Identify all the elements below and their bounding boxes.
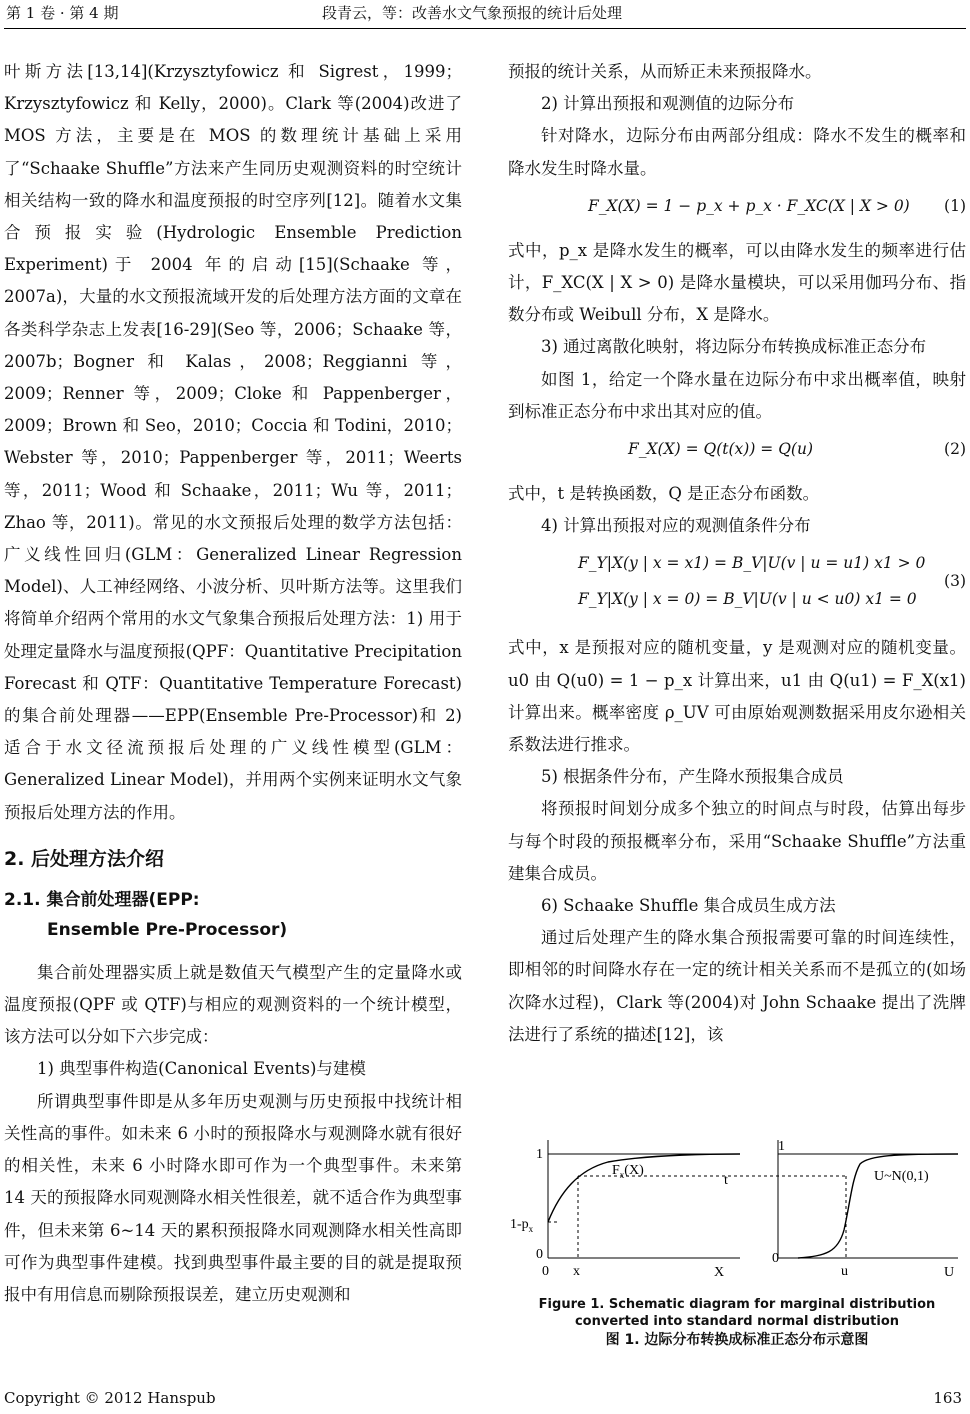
paragraph-continued: 预报的统计关系，从而矫正未来预报降水。 — [508, 62, 822, 81]
left-column — [4, 56, 462, 1311]
right-xtick-u: u — [841, 1264, 848, 1279]
caption-english: Figure 1. Schematic diagram for marginal distribution converted into standard normal distribution — [538, 1297, 936, 1329]
paragraph-ensemble-members: 将预报时间划分成多个独立的时间点与时段，估算出每步与每个时段的预报概率分布，采用“Schaake Shuffle”方法重建集合成员。 — [508, 799, 966, 883]
paragraph-eq2-explain: 式中，t 是转换函数，Q 是正态分布函数。 — [508, 484, 820, 504]
left-xtick-0: 0 — [542, 1264, 549, 1279]
left-ytick-0: 0 — [536, 1247, 543, 1262]
journal-issue: 第 1 卷 · 第 4 期 — [6, 4, 119, 22]
equation-1 — [508, 191, 966, 229]
right-ytick-0: 0 — [772, 1251, 779, 1266]
left-xlabel: X — [714, 1265, 725, 1280]
page-footer — [4, 1389, 966, 1407]
equation-1-number: (1) — [944, 196, 966, 215]
step-6: 6) Schaake Shuffle 集合成员生成方法 — [541, 896, 836, 916]
step-1: 1) 典型事件构造(Canonical Events)与建模 — [37, 1059, 366, 1079]
paragraph-marginal: 针对降水，边际分布由两部分组成：降水不发生的概率和降水发生时降水量。 — [508, 126, 966, 178]
left-ytick-mid: $1-p_x$ — [510, 1217, 534, 1234]
right-xlabel: U — [944, 1265, 955, 1280]
page-number: 163 — [933, 1389, 962, 1407]
subsection-heading — [4, 885, 462, 945]
figure-1 — [508, 1130, 966, 1280]
equation-3-row2: F_Y|X(y | x = 0) = B_V|U(v | u < u0) x1 = 0 — [578, 590, 917, 609]
curve-label: $F_x(X)$ — [612, 1163, 644, 1180]
step-5: 5) 根据条件分布，产生降水预报集合成员 — [541, 767, 844, 787]
step-2: 2) 计算出预报和观测值的边际分布 — [541, 94, 795, 114]
running-header — [4, 0, 966, 29]
equation-2 — [508, 434, 966, 472]
paragraph-eq1-explain: 式中，p_x 是降水发生的概率，可以由降水发生的频率进行估计，F_XC(X | X > 0) 是降水量模块，可以采用伽玛分布、指数分布或 Weibull 分布，X 是降水。 — [508, 240, 966, 325]
paragraph-canonical-events: 所谓典型事件即是从多年历史观测与历史预报中找统计相关性高的事件。如未来 6 小时的预报降水与观测降水就有很好的相关性，未来 6 小时降水即可作为一个典型事件。未来第 14 天的预报降水同观测降水相关性很差，就不适合作为典型事件，但未来第 6~14 天的累积预报降水同观测降水相关性高即可作为典型事件建模。找到典型事件最主要的目的就是提取预报中有用信息而剔除预报误差，建立历史观测和 — [4, 1091, 462, 1304]
paragraph-mapping: 如图 1，给定一个降水量在边际分布中求出概率值，映射到标准正态分布中求出其对应的值。 — [508, 369, 966, 421]
caption-chinese: 图 1. 边际分布转换成标准正态分布示意图 — [605, 1332, 869, 1348]
paragraph-intro: 叶斯方法[13,14](Krzysztyfowicz 和 Sigrest，1999；Krzysztyfowicz 和 Kelly，2000)。Clark 等(2004)改进了 MOS 方法，主要是在 MOS 的数理统计基础上采用了“Schaake Shuffle”方法来产生同历史观测资料的时空统计相关结构一致的降水和温度预报的时空序列[12]。随着水文集合预报实验(Hydrologic Ensemble Prediction Experiment)于 2004 年的启动[15](Schaake 等，2007a)，大量的水文预报流域开发的后处理方法方面的文章在各类科学杂志上发表[16-29](Seo 等，2006；Schaake 等，2007b；Bogner 和 Kalas，2008；Reggianni 等，2009；Renner 等，2009；Cloke 和 Pappenberger，2009；Brown 和 Seo，2010；Coccia 和 Todini，2010；Webster 等，2010；Pappenberger 等，2011；Weerts 等，2011；Wood 和 Schaake，2011；Wu 等，2011；Zhao 等，2011)。常见的水文预报后处理的数学方法包括：广义线性回归(GLM：Generalized Linear Regression Model)、人工神经网络、小波分析、贝叶斯方法等。这里我们将简单介绍两个常用的水文气象集合预报后处理方法：1) 用于处理定量降水与温度预报(QPF：Quantitative Precipitation Forecast 和 QTF：Quantitative Temperature Forecast)的集合前处理器——EPP(Ensemble Pre-Processor)和 2) 适合于水文径流预报后处理的广义线性模型(GLM：Generalized Linear Model)，并用两个实例来证明水文气象预报后处理方法的作用。 — [4, 62, 462, 822]
figure-caption — [508, 1296, 966, 1349]
paragraph-epp: 集合前处理器实质上就是数值天气模型产生的定量降水或温度预报(QPF 或 QTF)与相应的观测资料的一个统计模型，该方法可以分如下六步完成： — [4, 962, 462, 1047]
right-ytick-1: 1 — [778, 1139, 785, 1154]
subsection-heading-line1: 2.1. 集合前处理器(EPP: — [4, 889, 200, 910]
marginal-cdf-curve — [548, 1154, 740, 1222]
paragraph-eq3-explain: 式中，x 是预报对应的随机变量，y 是观测对应的随机变量。u0 由 Q(u0) = 1 − p_x 计算出来，u1 由 Q(u1) = F_X(x1) 计算出来。概率密度 ρ_UV 可由原始观测数据采用皮尔逊相关系数法进行推求。 — [508, 638, 966, 755]
paragraph-schaake-shuffle: 通过后处理产生的降水集合预报需要可靠的时间连续性，即相邻的时间降水存在一定的统计相关关系而不是孤立的(如场次降水过程)，Clark 等(2004)对 John Schaake 提出了洗牌法进行了系统的描述[12]，该 — [508, 928, 966, 1044]
t-label: t — [724, 1173, 728, 1188]
subsection-heading-line2: Ensemble Pre-Processor) — [47, 919, 288, 940]
step-4: 4) 计算出预报对应的观测值条件分布 — [541, 516, 811, 536]
equation-2-number: (2) — [944, 440, 966, 459]
right-curve-label: U~N(0,1) — [874, 1169, 929, 1184]
equation-2-body: F_X(X) = Q(t(x)) = Q(u) — [628, 440, 814, 459]
equation-3-row1: F_Y|X(y | x = x1) = B_V|U(v | u = u1) x1 > 0 — [578, 554, 926, 573]
step-3: 3) 通过离散化映射，将边际分布转换成标准正态分布 — [541, 337, 927, 357]
equation-3 — [508, 546, 966, 624]
equation-1-body: F_X(X) = 1 − p_x + p_x · F_XC(X | X > 0) — [588, 196, 910, 215]
left-xtick-x: x — [573, 1264, 580, 1279]
running-title: 段青云，等：改善水文气象预报的统计后处理 — [322, 4, 623, 22]
section-heading: 2. 后处理方法介绍 — [4, 847, 165, 870]
copyright: Copyright © 2012 Hanspub — [4, 1389, 216, 1407]
left-ytick-1: 1 — [536, 1147, 543, 1162]
right-column — [508, 56, 966, 1051]
equation-3-number: (3) — [944, 572, 966, 591]
